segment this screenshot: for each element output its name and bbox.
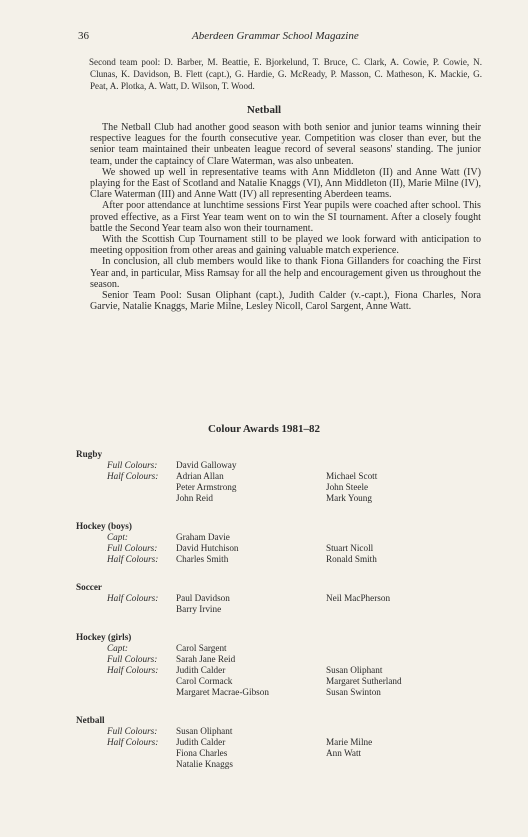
award-category-label: Half Colours: bbox=[107, 593, 159, 603]
award-recipient: Susan Oliphant bbox=[326, 665, 383, 675]
award-recipient: David Galloway bbox=[176, 460, 237, 470]
award-sport-block bbox=[76, 581, 496, 615]
award-recipient: Graham Davie bbox=[176, 532, 230, 542]
award-row bbox=[76, 543, 496, 554]
award-recipient: Mark Young bbox=[326, 493, 372, 503]
netball-paragraph: We showed up well in representative teams with Ann Middleton (II) and Anne Watt (IV) playing for the East of Scotland and Natalie Knaggs (VI), Ann Middleton (II), Marie Milne (IV), Clare Waterman (III) and Anne Watt (IV) all representing Aberdeen teams. bbox=[90, 166, 481, 201]
award-row bbox=[76, 676, 496, 687]
award-recipient: Margaret Macrae-Gibson bbox=[176, 687, 269, 697]
award-sport-block bbox=[76, 520, 496, 565]
award-category-label: Full Colours: bbox=[107, 543, 158, 553]
award-sport-name: Hockey (girls) bbox=[76, 632, 132, 642]
award-row bbox=[76, 593, 496, 604]
award-sport-name: Netball bbox=[76, 715, 105, 725]
award-sport-name: Soccer bbox=[76, 582, 103, 592]
award-sport-block bbox=[76, 714, 496, 770]
award-recipient: Fiona Charles bbox=[176, 748, 228, 758]
award-row bbox=[76, 532, 496, 543]
award-row bbox=[76, 687, 496, 698]
award-sport-block bbox=[76, 448, 496, 504]
award-recipient: Paul Davidson bbox=[176, 593, 230, 603]
award-recipient: Neil MacPherson bbox=[326, 593, 391, 603]
award-recipient: Carol Sargent bbox=[176, 643, 227, 653]
award-recipient: Carol Cormack bbox=[176, 676, 233, 686]
award-recipient: John Steele bbox=[326, 482, 369, 492]
award-category-label: Full Colours: bbox=[107, 460, 158, 470]
netball-heading: Netball bbox=[246, 104, 282, 116]
colour-awards-heading: Colour Awards 1981–82 bbox=[207, 423, 321, 435]
netball-paragraph: The Netball Club had another good season with both senior and junior teams winning their respective leagues for the fourth consecutive year. Competition was closer than ever, but the senior team maintained their unbeaten league record of several seasons' standing. The junior team, under the captaincy of Clare Waterman, was also unbeaten. bbox=[90, 122, 481, 167]
award-recipient: Judith Calder bbox=[176, 665, 226, 675]
award-row bbox=[76, 726, 496, 737]
award-recipient: Ronald Smith bbox=[326, 554, 377, 564]
award-recipient: David Hutchison bbox=[176, 543, 239, 553]
award-row bbox=[76, 471, 496, 482]
award-recipient: John Reid bbox=[176, 493, 214, 503]
award-row bbox=[76, 604, 496, 615]
award-row bbox=[76, 460, 496, 471]
award-recipient: Susan Oliphant bbox=[176, 726, 233, 736]
second-team-pool-text: Second team pool: D. Barber, M. Beattie, E. Bjorkelund, T. Bruce, C. Clark, A. Cowie, P. Cowie, N. Clunas, K. Davidson, B. Flett (capt.), G. Hardie, G. McReady, P. Masson, C. Matheson, K. Mackie, G. Peat, A. Plotka, A. Watt, D. Wilson, T. Wood. bbox=[89, 57, 482, 91]
award-recipient: Michael Scott bbox=[326, 471, 378, 481]
award-recipient: Ann Watt bbox=[326, 748, 362, 758]
award-category-label: Full Colours: bbox=[107, 654, 158, 664]
netball-paragraph: After poor attendance at lunchtime sessions First Year pupils were coached after school. This proved effective, as a First Year team went on to win the SI tournament. After a closely fought battle the Second Year team also won their tournament. bbox=[90, 200, 481, 234]
netball-paragraph: In conclusion, all club members would like to thank Fiona Gillanders for coaching the First Year and, in particular, Miss Ramsay for all the help and encouragement given us throughout the season. bbox=[90, 256, 481, 290]
award-category-label: Half Colours: bbox=[107, 665, 159, 675]
award-row bbox=[76, 748, 496, 759]
award-row bbox=[76, 759, 496, 770]
award-recipient: Peter Armstrong bbox=[176, 482, 237, 492]
award-category-label: Half Colours: bbox=[107, 471, 159, 481]
award-recipient: Margaret Sutherland bbox=[326, 676, 402, 686]
award-row bbox=[76, 482, 496, 493]
award-row bbox=[76, 643, 496, 654]
award-category-label: Half Colours: bbox=[107, 554, 159, 564]
netball-paragraph: Senior Team Pool: Susan Oliphant (capt.), Judith Calder (v.-capt.), Fiona Charles, Nora Garvie, Natalie Knaggs, Marie Milne, Lesley Nicoll, Carol Sargent, Anne Watt. bbox=[90, 290, 481, 313]
award-category-label: Full Colours: bbox=[107, 726, 158, 736]
award-recipient: Judith Calder bbox=[176, 737, 226, 747]
netball-article bbox=[90, 122, 481, 312]
award-row bbox=[76, 554, 496, 565]
award-recipient: Sarah Jane Reid bbox=[176, 654, 236, 664]
page-number: 36 bbox=[78, 30, 89, 42]
award-sport-block bbox=[76, 631, 496, 698]
award-category-label: Capt: bbox=[107, 643, 128, 653]
award-sport-name: Hockey (boys) bbox=[76, 521, 132, 531]
award-recipient: Barry Irvine bbox=[176, 604, 222, 614]
award-category-label: Half Colours: bbox=[107, 737, 159, 747]
award-row bbox=[76, 665, 496, 676]
award-row bbox=[76, 493, 496, 504]
netball-paragraph: With the Scottish Cup Tournament still to be played we look forward with anticipation to meeting opposition from other areas and gaining valuable match experience. bbox=[90, 234, 481, 257]
award-category-label: Capt: bbox=[107, 532, 128, 542]
award-recipient: Adrian Allan bbox=[176, 471, 224, 481]
award-recipient: Susan Swinton bbox=[326, 687, 381, 697]
award-row bbox=[76, 737, 496, 748]
award-recipient: Natalie Knaggs bbox=[176, 759, 233, 769]
award-recipient: Charles Smith bbox=[176, 554, 229, 564]
second-team-pool bbox=[90, 56, 482, 92]
award-row bbox=[76, 654, 496, 665]
award-sport-name: Rugby bbox=[76, 449, 103, 459]
running-title: Aberdeen Grammar School Magazine bbox=[192, 30, 359, 42]
award-recipient: Stuart Nicoll bbox=[326, 543, 374, 553]
colour-awards-list bbox=[76, 448, 496, 786]
page-header bbox=[78, 30, 480, 44]
award-recipient: Marie Milne bbox=[326, 737, 373, 747]
